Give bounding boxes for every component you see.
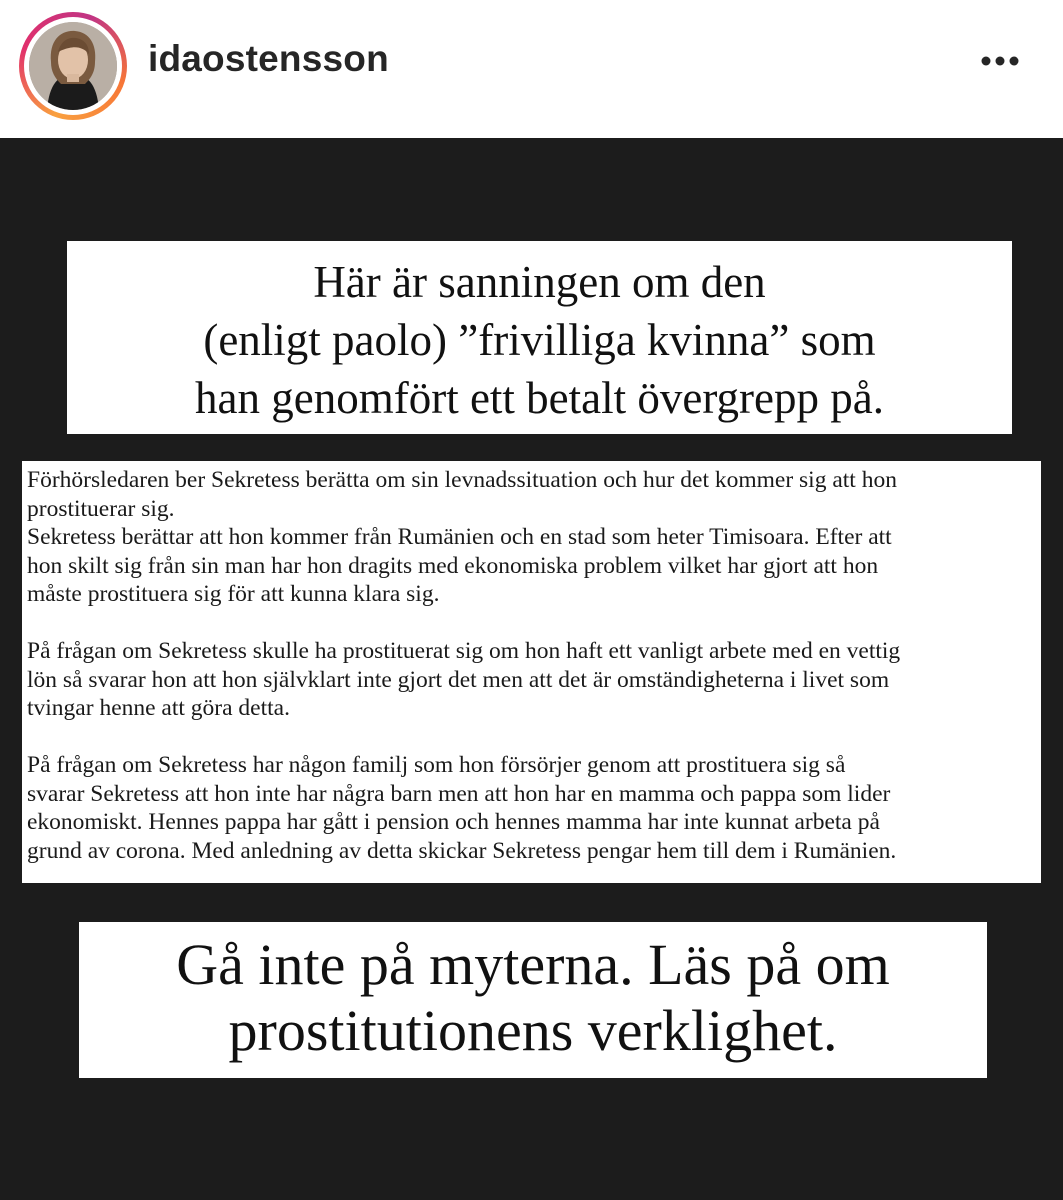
story-ring[interactable]	[19, 12, 127, 120]
document-paragraph: På frågan om Sekretess har någon familj som hon försörjer genom att prostituera sig så svarar Sekretess att hon inte har några barn men att hon har en mamma och pappa som lider ekonomiskt. Hennes pappa har gått i pension och hennes mamma har inte kunnat arbeta på grund av corona. Med anledning av detta skickar Sekretess pengar hem till dem i Rumänien.	[27, 752, 897, 864]
bottom-caption-box	[79, 922, 987, 1078]
avatar[interactable]	[29, 22, 117, 110]
profile-photo-icon	[29, 22, 117, 110]
top-caption-box	[67, 241, 1012, 434]
document-paragraph: På frågan om Sekretess skulle ha prostituerat sig om hon haft ett vanligt arbete med en vettig lön så svarar hon att hon självklart inte gjort det men att det är omständigheterna i livet som tvingar henne att göra detta.	[27, 638, 901, 721]
top-caption: Här är sanningen om den (enligt paolo) ”frivilliga kvinna” som han genomfört ett betalt övergrepp på.	[195, 257, 884, 423]
more-options-icon[interactable]	[975, 46, 1025, 76]
document-excerpt	[22, 461, 1041, 883]
post-header	[0, 0, 1063, 138]
avatar-gap	[24, 17, 122, 115]
username[interactable]: idaostensson	[148, 38, 389, 79]
bottom-caption: Gå inte på myterna. Läs på om prostitutionens verklighet.	[176, 932, 890, 1063]
post-image[interactable]	[0, 138, 1063, 1200]
document-text	[27, 466, 1037, 865]
document-paragraph: Förhörsledaren ber Sekretess berätta om sin levnadssituation och hur det kommer sig att hon prostituerar sig. Sekretess berättar att hon kommer från Rumänien och en stad som heter Timisoara. Efter att hon skilt sig från sin man har hon dragits med ekonomiska problem vilket har gjort att hon måste prostituera sig för att kunna klara sig.	[27, 467, 897, 607]
